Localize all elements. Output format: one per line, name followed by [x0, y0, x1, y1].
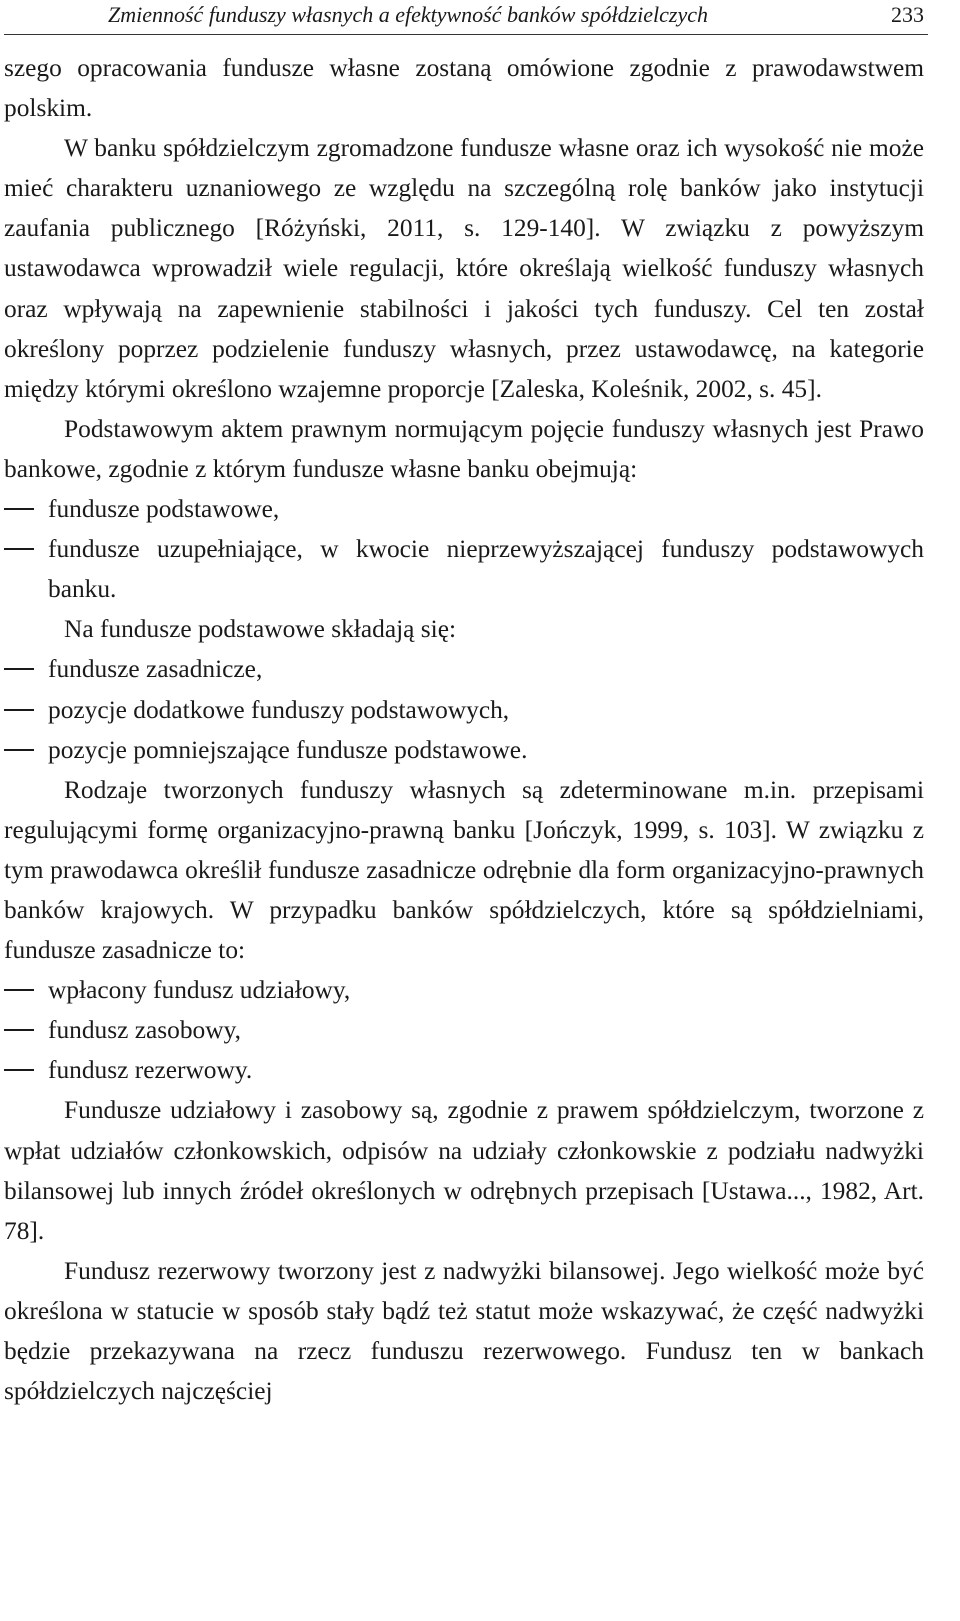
dash-bullet: [4, 1069, 34, 1071]
list-item-text: fundusz zasobowy,: [48, 1016, 241, 1045]
list-item: [4, 690, 924, 730]
list-item-text: pozycje dodatkowe funduszy podstawowych,: [48, 695, 510, 724]
list-item-text: pozycje pomniejszające fundusze podstawowe.: [48, 735, 528, 764]
list-item: [4, 730, 924, 770]
list-item-text: fundusze zasadnicze,: [48, 655, 263, 684]
paragraph: Na fundusze podstawowe składają się:: [64, 615, 457, 644]
paragraph: W banku spółdzielczym zgromadzone fundusze własne oraz ich wysokość nie może mieć charakteru uznaniowego ze względu na szczególną rolę banków jako instytucji zaufania publicznego [Różyński, 2011, s. 129-140]. W związku z powyższym ustawodawca wprowadził wiele regulacji, które określają wielkość funduszy własnych oraz wpływają na zapewnienie stabilności i jakości tych funduszy. Cel ten został określony poprzez podzielenie funduszy własnych, przez ustawodawcę, na kategorie między którymi określono wzajemne proporcje [Zaleska, Koleśnik, 2002, s. 45].: [4, 134, 924, 403]
list-item: [4, 529, 924, 609]
paragraph: szego opracowania fundusze własne zostaną omówione zgodnie z prawodawstwem polskim.: [4, 54, 924, 123]
list-item-text: fundusze podstawowe,: [48, 495, 280, 524]
dash-bullet: [4, 749, 34, 751]
list-item-text: fundusze uzupełniające, w kwocie nieprzewyższającej funduszy podstawowych banku.: [48, 535, 924, 604]
list-item-text: wpłacony fundusz udziałowy,: [48, 976, 351, 1005]
dash-bullet: [4, 508, 34, 510]
header-title: Zmienność funduszy własnych a efektywność banków spółdzielczych: [108, 2, 709, 27]
paragraph: Rodzaje tworzonych funduszy własnych są zdeterminowane m.in. przepisami regulującymi formę organizacyjno-prawną banku [Jończyk, 1999, s. 103]. W związku z tym prawodawca określił fundusze zasadnicze odrębnie dla form organizacyjno-prawnych banków krajowych. W przypadku banków spółdzielczych, które są spółdzielniami, fundusze zasadnicze to:: [4, 775, 924, 965]
list-item: [4, 1010, 924, 1050]
list-item: [4, 970, 924, 1010]
list-item: [4, 489, 924, 529]
paragraph: Fundusz rezerwowy tworzony jest z nadwyżki bilansowej. Jego wielkość może być określona w statucie w sposób stały bądź też statut może wskazywać, że część nadwyżki będzie przekazywana na rzecz funduszu rezerwowego. Fundusz ten w bankach spółdzielczych najczęściej: [4, 1256, 924, 1406]
dash-bullet: [4, 548, 34, 550]
list-item: [4, 1050, 924, 1090]
dash-bullet: [4, 668, 34, 670]
dash-bullet: [4, 709, 34, 711]
paragraph: Podstawowym aktem prawnym normującym pojęcie funduszy własnych jest Prawo bankowe, zgodnie z którym fundusze własne banku obejmują:: [4, 414, 924, 483]
list-item-text: fundusz rezerwowy.: [48, 1056, 253, 1085]
body-text: [4, 48, 924, 1411]
list-item: [4, 649, 924, 689]
running-header: [4, 0, 928, 35]
dash-bullet: [4, 1029, 34, 1031]
dash-bullet: [4, 989, 34, 991]
paragraph: Fundusze udziałowy i zasobowy są, zgodnie z prawem spółdzielczym, tworzone z wpłat udziałów członkowskich, odpisów na udziały członkowskie z podziału nadwyżki bilansowej lub innych źródeł określonych w odrębnych przepisach [Ustawa..., 1982, Art. 78].: [4, 1096, 924, 1245]
page-number: 233: [891, 2, 924, 27]
